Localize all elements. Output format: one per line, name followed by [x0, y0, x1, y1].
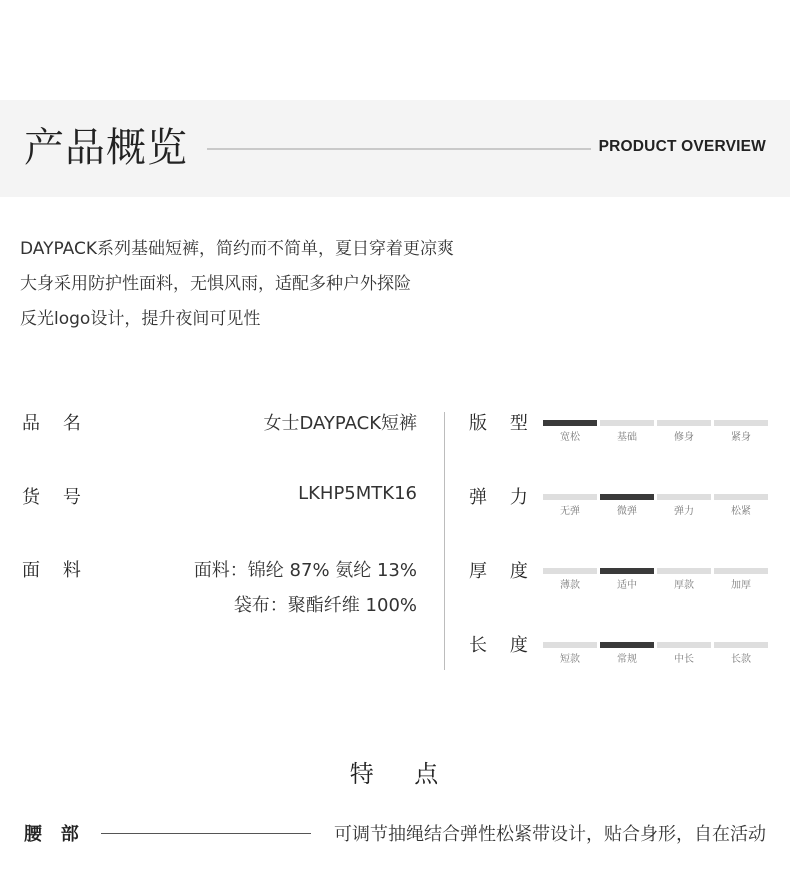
scale-segment: 适中 — [600, 568, 654, 592]
overview-header — [0, 100, 790, 197]
scale-segment: 中长 — [657, 642, 711, 666]
scale-segment: 紧身 — [714, 420, 768, 444]
scale-segment: 常规 — [600, 642, 654, 666]
description-line: 大身采用防护性面料，无惧风雨，适配多种户外探险 — [20, 274, 411, 294]
fit-scale — [543, 420, 768, 444]
scale-segment: 长款 — [714, 642, 768, 666]
scale-segment: 宽松 — [543, 420, 597, 444]
spec-code-value: LKHP5MTK16 — [298, 483, 417, 504]
description-line: 反光logo设计，提升夜间可见性 — [20, 309, 261, 329]
thickness-scale-label: 厚 度 — [469, 561, 528, 582]
fit-scale-label: 版 型 — [469, 413, 528, 434]
feature-waist-text: 可调节抽绳结合弹性松紧带设计，贴合身形，自在活动 — [334, 824, 766, 845]
elasticity-scale-label: 弹 力 — [469, 487, 528, 508]
length-scale-label: 长 度 — [469, 635, 528, 656]
scale-segment: 松紧 — [714, 494, 768, 518]
spec-code-label: 货 号 — [22, 487, 81, 508]
spec-material-value-shell: 面料：锦纶 87% 氨纶 13% — [193, 560, 417, 581]
overview-title: 产品概览 — [24, 125, 188, 171]
elasticity-scale — [543, 494, 768, 518]
feature-waist-label: 腰 部 — [24, 824, 79, 845]
scale-segment: 修身 — [657, 420, 711, 444]
feature-connector-line — [101, 833, 311, 834]
spec-name-value: 女士DAYPACK短裤 — [263, 413, 417, 434]
description-line: DAYPACK系列基础短裤，简约而不简单，夏日穿着更凉爽 — [20, 239, 454, 259]
scale-segment: 短款 — [543, 642, 597, 666]
features-title: 特 点 — [349, 760, 441, 788]
scale-segment: 微弹 — [600, 494, 654, 518]
spec-material-value-pocket: 袋布：聚酯纤维 100% — [233, 595, 417, 616]
length-scale — [543, 642, 768, 666]
spec-material-label: 面 料 — [22, 560, 81, 581]
header-divider-line — [207, 148, 591, 150]
scale-segment: 薄款 — [543, 568, 597, 592]
scale-segment: 弹力 — [657, 494, 711, 518]
overview-subtitle-en: PRODUCT OVERVIEW — [598, 138, 766, 155]
scale-segment: 无弹 — [543, 494, 597, 518]
scale-segment: 厚款 — [657, 568, 711, 592]
scale-segment: 基础 — [600, 420, 654, 444]
product-description — [20, 232, 454, 337]
spec-vertical-divider — [444, 412, 445, 670]
thickness-scale — [543, 568, 768, 592]
scale-segment: 加厚 — [714, 568, 768, 592]
spec-name-label: 品 名 — [22, 413, 81, 434]
